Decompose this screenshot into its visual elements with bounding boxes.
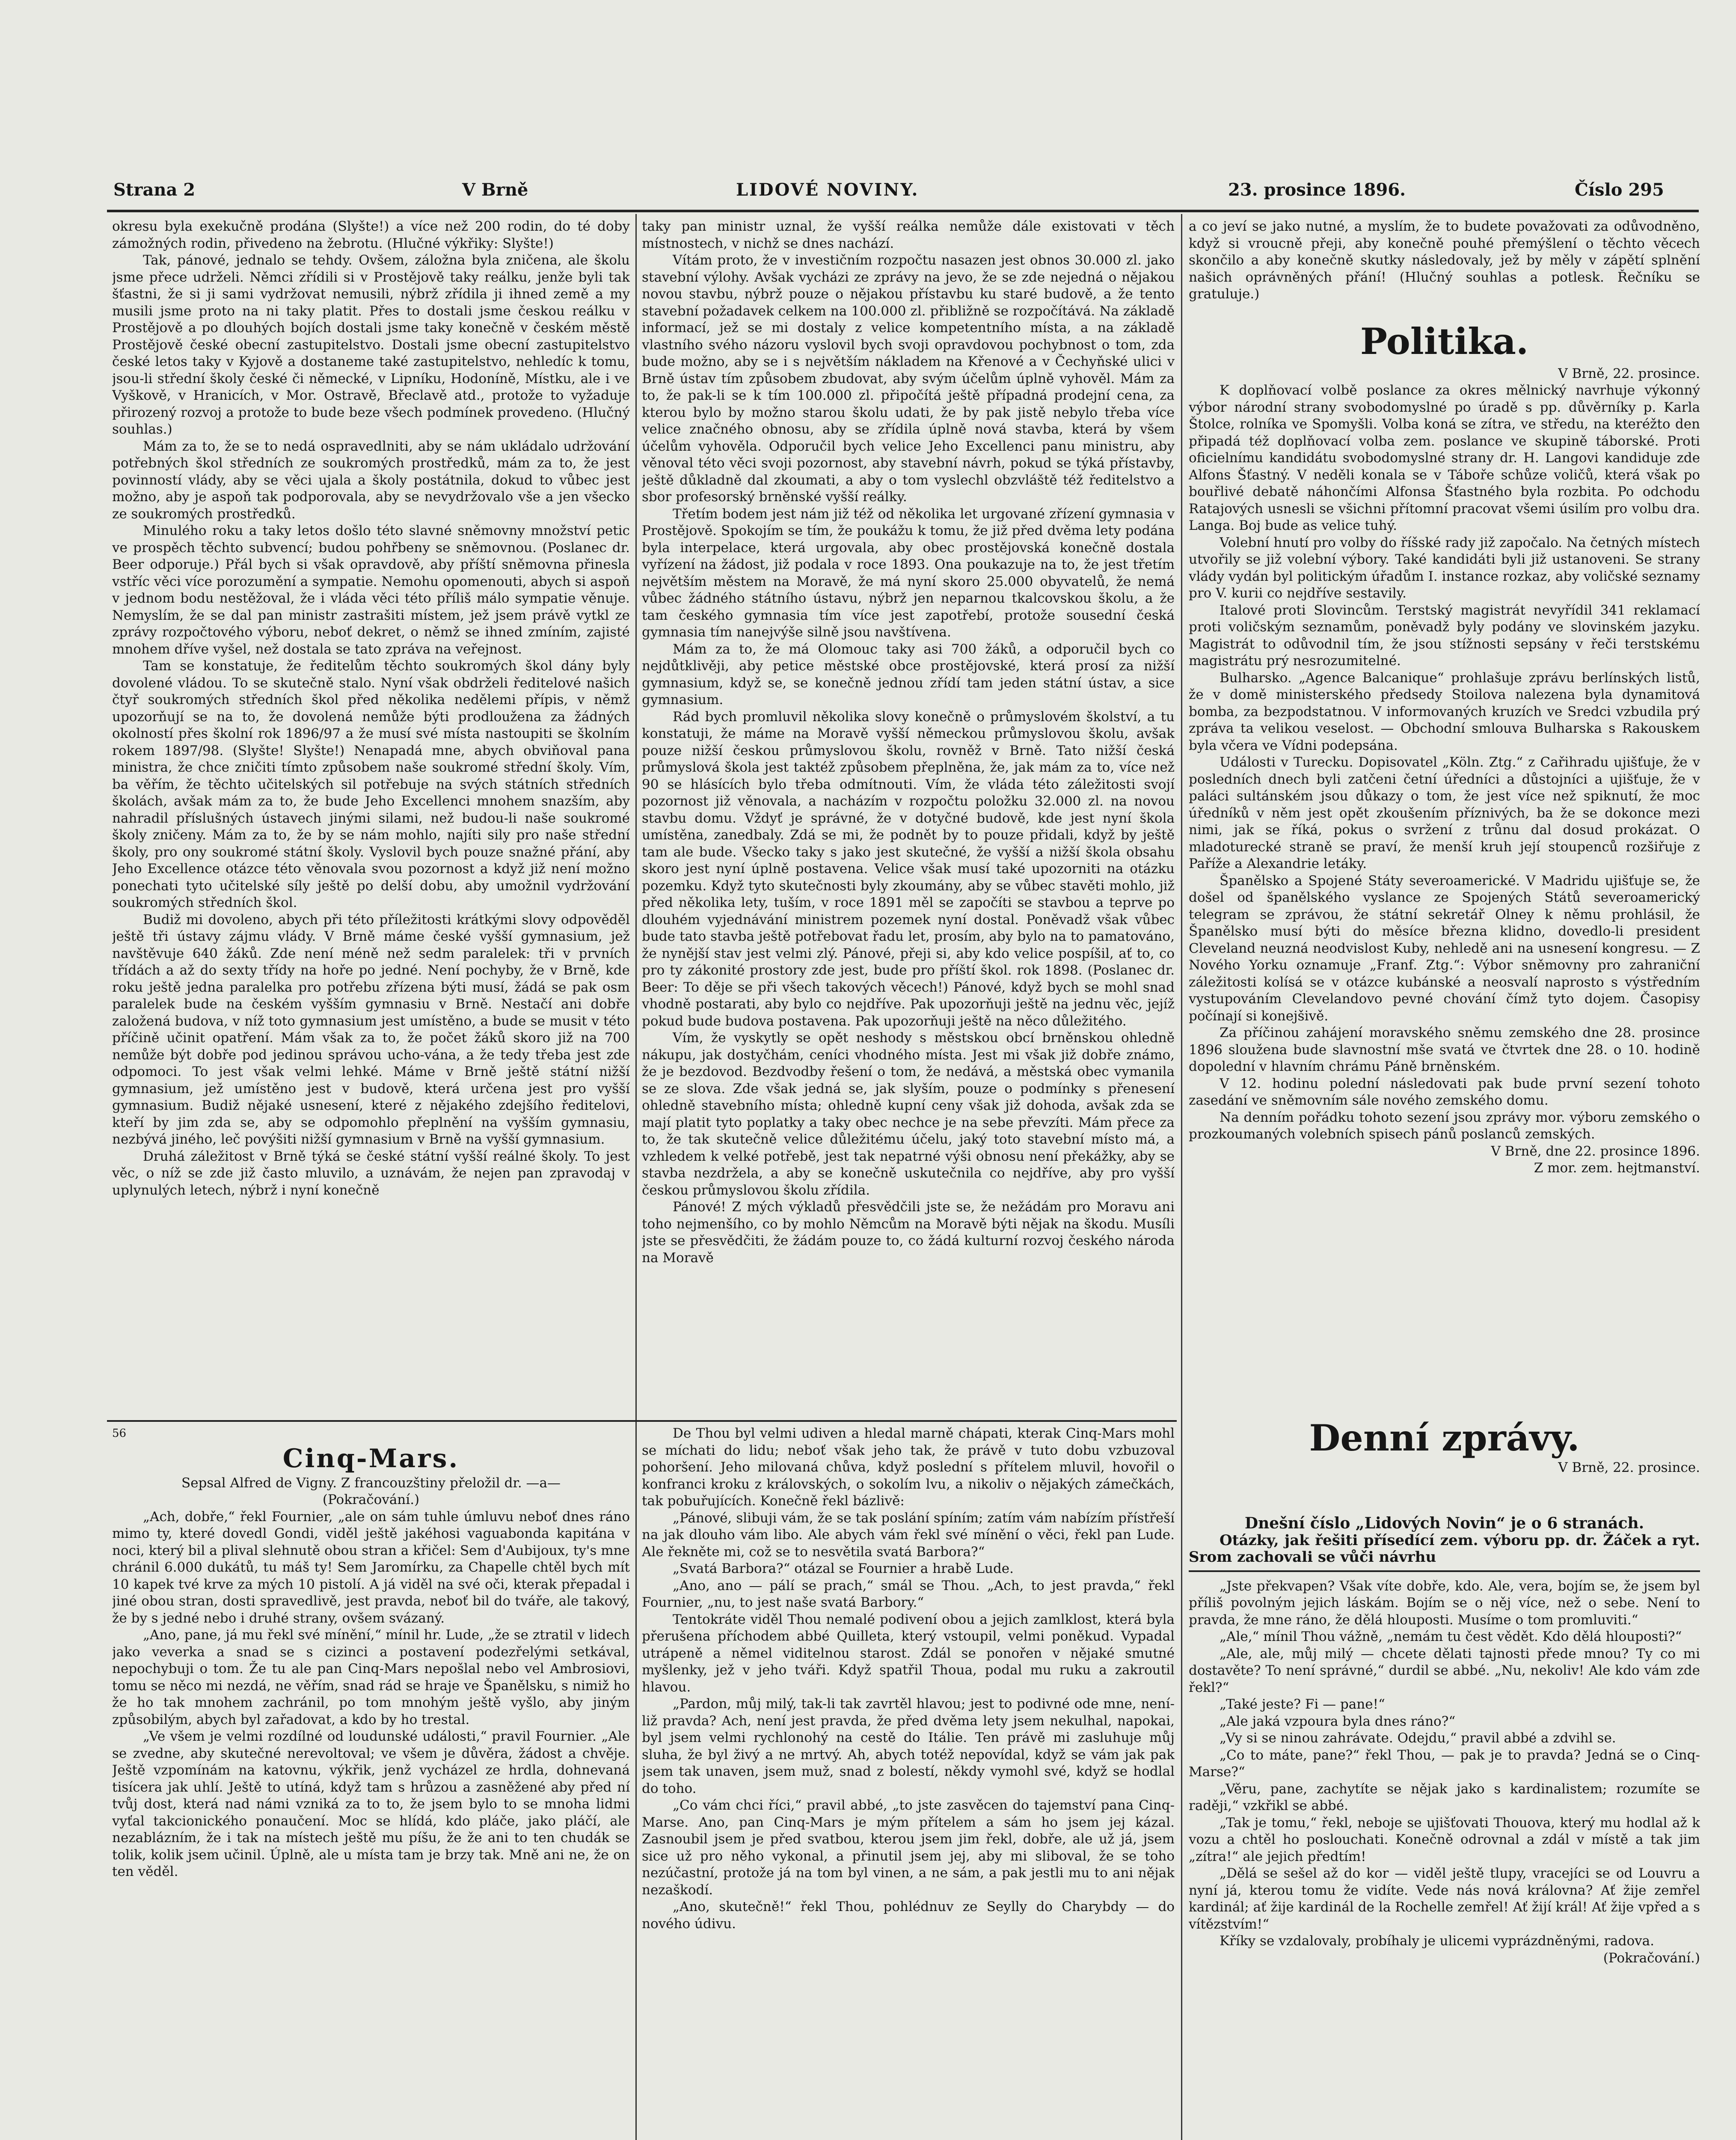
page-number: Strana 2: [113, 180, 196, 200]
paragraph: Budiž mi dovoleno, abych při této příležitosti krátkými slovy odpověděl ještě tři ústavy zájmu vlády. V Brně máme české vyšší gymnasium, jež navštěvuje 640 žáků. Zde není méně než sedm paralelek: tři v prvních třídách a až do sexty třídy na hoře po jedné. Není pochyby, že v Brně, kde roku ještě jedna paralelka pro potřebu zřízena býti musí, žádá se pak osm paralelek bude na českém vyšším gymnasiu v Brně. Nestačí ani dobře založená budova, v níž toto gymnasium jest umístěno, a bude se musit v této příčině učinit opatření. Mám však za to, že počet žáků skoro již na 700 nemůže být dobře pod jedinou správou ucho-vána, a že tedy třeba jest zde odpomoci. To jest však velmi lehké. Máme v Brně ještě státní nižší gymnasium, jež umístěno jest v budově, která určena jest pro vyšší gymnasium. Budiž nějaké usnesení, které z nějakého zdejšího ředitelovi, kteří by jim zda se, aby se odpomohlo přeplnění na vyšším gymnasiu, nezbývá jiného, leč povýšiti nižší gymnasium v Brně na vyšší gymnasium.: [112, 912, 630, 1147]
paragraph: „Ach, dobře,“ řekl Fournier, „ale on sám tuhle úmluvu neboť dnes ráno mimo ty, které dovedl Gondi, viděl ještě jakéhosi vaguabonda kapitána v noci, který bil a plival slehnutě obou stran a křičel: Sem d'Aubijoux, ty's mne chránil 6.000 dukátů, tu máš ty! Sem Jaromírku, za Chapelle chtěl bych mít 10 kapek tvé krve za mých 10 pistolí. A já viděl na své oči, kterak přepadal i jiné obou stran, dosti spravedlivě, jest pravda, neboť bil do tváře, ale takový, že by s jedné nebo i druhé strany, ovšem svázaný.: [112, 1509, 630, 1626]
paragraph: Tak, pánové, jednalo se tehdy. Ovšem, záložna byla zničena, ale školu jsme přece udrželi. Němci zřídili si v Prostějově taky reálku, jenže byli tak šťastni, že si ji sami vydržovat nemusili, nýbrž zřídila ji ihned země a my musili jsme proto na ni taky platit. Přes to dostali jsme českou reálku v Prostějově a po dlouhých bojích dostali jsme taky konečně v českém městě Prostějově české obecní zastupitelstvo. Dostali jsme obecní zastupitelstvo české letos taky v Kyjově a dostaneme také zastupitelstvo, nehledíc k tomu, jsou-li střední školy české či německé, v Lipníku, Hodoníně, Místku, ale i ve Vyškově, v Hranicích, v Mor. Ostravě, Břeclavě atd., protože to vyžaduje přirozený rozvoj a protože to bude beze všech podmínek provedeno. (Hlučný souhlas.): [112, 253, 630, 437]
paragraph: „Ano, ano — pálí se prach,“ smál se Thou. „Ach, to jest pravda,“ řekl Fournier, „nu, to jest naše svatá Barbory.“: [642, 1578, 1175, 1610]
article-col2: [642, 218, 1175, 1417]
feuilleton-rule-right: [1189, 1570, 1700, 1572]
signoff: Z mor. zem. hejtmanství.: [1534, 1160, 1700, 1176]
continued-note: (Pokračování.): [1603, 1950, 1700, 1966]
denni-zpravy-section: [1189, 1417, 1700, 1511]
paragraph: „Pánové, slibuji vám, že se tak poslání spíním; zatím vám nabízím přístřeší na jak dlouho vám libo. Ale abych vám řekl své mínění o věci, řekl pan Lude. Ale řekněte mi, což se to nesvětila svatá Barbora?“: [642, 1510, 1175, 1560]
issue-number: Číslo 295: [1575, 180, 1664, 200]
column-divider: [1181, 214, 1182, 2140]
paragraph: taky pan ministr uznal, že vyšší reálka nemůže dále existovati v těch místnostech, v nichž se dnes nachází.: [642, 219, 1175, 251]
paragraph: Volební hnutí pro volby do říšské rady již započalo. Na četných místech utvořily se již volební výbory. Také kandidáti byli již ustanoveni. Se strany vlády vydán byl politickým úřadům I. instance rozkaz, aby voličské seznamy pro V. kurii co nejdříve sestavily.: [1189, 535, 1700, 601]
column-divider: [635, 214, 637, 2140]
paragraph: „Ve všem je velmi rozdílné od loudunské události,“ pravil Fournier. „Ale se zvedne, aby skutečné nerevoltoval; ve všem je důvěra, žádost a chvěje. Ještě vzpomínám na katovnu, výkřik, jenž vycházel ze hrdla, dohnevaná tisícera jak uhlí. Ještě to utíná, když tam s hrůzou a zasněžené aby před ní tvůj dost, která nad námi vzniká za to to, že jsem bylo to se mnoha lidmi vyťal takcionického ponaučení. Moc se hlídá, kdo pláče, jako pláčí, ale nezablázním, že i tak na místech ještě mu píšu, že že ani to ten chudák se tolik, kolik jsem učinil. Úplně, ale u místa tam je brzy tak. Mně ani ne, že on ten věděl.: [112, 1729, 630, 1879]
paragraph: Otázky, jak řešiti přísedící zem. výboru pp. dr. Žáček a ryt. Srom zachovali se vůči návrhu: [1189, 1531, 1700, 1566]
feuilleton-col3: [1189, 1515, 1700, 2140]
paragraph: „Tak je tomu,“ řekl, neboje se ujišťovati Thouova, který mu hodlal až k vozu a chtěl ho poslouchati. Konečně odrovnal a zdál v místě a tak jim „zítra!“ ale jejich předtím!: [1189, 1815, 1700, 1864]
paragraph: „Dělá se sešel až do kor — viděl ještě tlupy, vracejíci se od Louvru a nyní já, kterou tomu že vidíte. Vede nás nová královna? Ať žije zemřel kardinál; ať žije kardinál de la Rochelle zemřel! Ať žijí král! Ať žije vpřed a s vítězstvím!“: [1189, 1866, 1700, 1932]
paragraph: Španělsko a Spojené Státy severoamerické. V Madridu ujišťuje se, že došel od španělského vyslance ze Spojených Států severoamerický telegram se zprávou, že státní sekretář Olney k němu prohlásil, že Španělsko musí býti do měsíce března klidno, dovedlo-li president Cleveland neuzná neodvislost Kuby, nehledě ani na usnesení kongresu. — Z Nového Yorku oznamuje „Franf. Ztg.“: Výbor sněmovny pro zahraniční záležitosti kolísá se v otázce kubánské a neosvalí naprosto s výstředním vystupováním Clevelandovo pevné chování čímž tyto dojem. Časopisy počínají si konejšivě.: [1189, 873, 1700, 1024]
paragraph: „Také jeste? Fi — pane!“: [1220, 1697, 1385, 1712]
paragraph: V 12. hodinu polední následovati pak bude první sezení tohoto zasedání ve sněmovním sále nového zemského domu.: [1189, 1076, 1700, 1108]
dateline: V Brně, 22. prosince.: [1558, 1460, 1700, 1475]
paragraph: „Co to máte, pane?“ řekl Thou, — pak je to pravda? Jedná se o Cinq-Marse?“: [1189, 1747, 1700, 1780]
paragraph: Mám za to, že se to nedá ospravedlniti, aby se nám ukládalo udržování potřebných škol středních ze soukromých prostředků, mám za to, že jest povinností vlády, aby se věci ujala a školy postátnila, dokud to vůbec jest možno, aby je aspoň tak podporovala, aby se nevydržovalo vše a jen všecko ze soukromých prostředků.: [112, 438, 630, 522]
paragraph: De Thou byl velmi udiven a hledal marně chápati, kterak Cinq-Mars mohl se míchati do lidu; neboť však jeho tak, že právě v tuto dobu vzbuzoval pohoršení. Jeho milovaná chůva, když poslední s přítelem mluvil, hovořil o konfranci kroku z královských, o sokolím lvu, a nikoliv o nějakých zámečkách, tak pobuřujících. Konečně řekl bázlivě:: [642, 1426, 1175, 1509]
paragraph: „Co vám chci říci,“ pravil abbé, „to jste zasvěcen do tajemství pana Cinq-Marse. Ano, pan Cinq-Mars je mým přítelem a sám ho jsem jej kázal. Zasnoubil jsem je před svatbou, kterou jsem jim řekl, dobře, ale už já, jsem sice už pro něho vykonal, a přinutil jsem jej, aby mi sliboval, že se toho nezúčastní, protože já na tom byl vinen, a ne sám, a pak jestli mu to ani nějak nezaškodí.: [642, 1798, 1175, 1898]
paragraph: Bulharsko. „Agence Balcanique“ prohlašuje zprávu berlínských listů, že v domě ministerského předsedy Stoilova nalezena byla dynamitová bomba, za bezpodstatnou. V informovaných kruzích ve Sredci vzbudila prý zpráva ta velikou veselost. — Obchodní smlouva Bulharska s Rakouskem byla včera ve Vídni podepsána.: [1189, 670, 1700, 753]
paragraph: Tam se konstatuje, že ředitelům těchto soukromých škol dány byly dovolené vládou. To se skutečně stalo. Nyní však obdrželi ředitelové našich čtyř soukromých středních škol před několika nedělemi přípis, v němž upozorňují se na to, že dovolená nemůže býti prodloužena za žádných okolností přes školní rok 1896/97 a že musí své místa nastoupiti se školním rokem 1897/98. (Slyšte! Slyšte!) Nenapadá mne, abych obviňoval pana ministra, že chce zničiti tímto způsobem naše soukromé střední školy. Vím, ba věřím, že těchto učitelských sil potřebuje na svých státních středních školách, avšak mám za to, že bude Jeho Excellenci mnohem snazším, aby nahradil příslušných ústavech jinými silami, než budou-li naše soukromé školy zničeny. Mám za to, že by se nám mohlo, najíti sily pro naše střední školy, pro ony soukromé státní školy. Vyslovil bych pouze snažné přání, aby Jeho Excellence otázce této věnovala svou pozornost a když již není možno ponechati tyto učitelské síly ještě po delší dobu, aby umožnil vydržování soukromých středních škol.: [112, 658, 630, 910]
politika-heading: Politika.: [1360, 320, 1529, 363]
paragraph: „Svatá Barbora?“ otázal se Fournier a hrabě Lude.: [673, 1561, 1014, 1576]
paragraph: Události v Turecku. Dopisovatel „Köln. Ztg.“ z Cařihradu ujišťuje, že v posledních dnech byli zatčeni četní úředníci a důstojníci a ujišťuje, že v paláci sultánském jsou důkazy o tom, že jest více než spiknutí, že moc úředníků v něm jest opět zkoušením příznivých, ba že se dokonce mezi nimi, jak se říká, pokus o svržení z trůnu dal dosud prokázat. O mladoturecké straně se praví, že menší kruh její stoupenců rozšiřuje z Paříže a Alexandrie letáky.: [1189, 755, 1700, 871]
paragraph: Na denním pořádku tohoto sezení jsou zprávy mor. výboru zemského o prozkoumaných volebních spisech pánů poslanců zemských.: [1189, 1109, 1700, 1142]
paragraph: Minulého roku a taky letos došlo této slavné sněmovny množství petic ve prospěch těchto subvencí; budou pohřbeny se sněmovnou. (Poslanec dr. Beer odporuje.) Přál bych si však opravdově, aby příští sněmovna přinesla vstříc věci více porozumění a sympatie. Nemohu opomenouti, abych si aspoň v jednom bodu nestěžoval, že i vláda věci této příliš málo sympatie věnuje. Nemyslím, že se dal pan ministr zastrašiti místem, jež jsem právě vytkl ze zprávy rozpočtového výboru, neboť dekret, o němž se ihned zmíním, zajisté mnohem dříve vyšel, než dostala se tato zpráva na veřejnost.: [112, 523, 630, 657]
article-col3: [1189, 218, 1700, 1417]
paragraph: Pánové! Z mých výkladů přesvědčili jste se, že nežádám pro Moravu ani toho nejmenšího, co by mohlo Němcům na Moravě býti nějak na škodu. Musíli jste se přesvědčiti, že žádám pouze to, co žádá kulturní rozvoj českého národa na Moravě: [642, 1199, 1175, 1266]
feuilleton-col1: [112, 1425, 630, 2140]
paragraph: „Pardon, můj milý, tak-li tak zavrtěl hlavou; jest to podivné ode mne, není-liž pravda? Ach, není jest pravda, že před dvěma lety jsem nekulhal, napokai, byl jsem velmi rychlonohý na cestě do Itálie. Ten právě mi zasluhuje můj sluha, že byl živý a ne mrtvý. Ah, abych totéž nepovídal, když se vám jak pak jsem tak unaven, jsem muž, snad z bolestí, někdy vymohl své, když se hodlal do toho.: [642, 1696, 1175, 1796]
paragraph: a co jeví se jako nutné, a myslím, že to budete považovati za odůvodněno, když si vroucně přeji, aby konečně pouhé přemýšlení o těchto věcech skončilo a aby konečně skutky následovaly, jež by měly v zápětí splnění našich oprávněných přání! (Hlučný souhlas a potlesk. Řečníku se gratuluje.): [1189, 219, 1700, 302]
feuilleton-byline: Sepsal Alfred de Vigny. Z francouzštiny přeložil dr. —a—: [181, 1475, 561, 1491]
paragraph: „Ale jaká vzpoura byla dnes ráno?“: [1220, 1713, 1456, 1729]
feuilleton-title: Cinq-Mars.: [282, 1443, 460, 1474]
paragraph: K doplňovací volbě poslance za okres mělnický navrhuje výkonný výbor národní strany svobodomyslné po úradě s pp. důvěrníky p. Karla Štolce, rolníka ve Spomyšli. Volba koná se zítra, ve středu, na kteréžto den připadá též doplňovací volba zem. poslance ve skupině táborské. Proti oficielnímu kandidátu svobodomyslné strany dr. H. Langovi kandiduje zde Alfons Šťastný. V neděli konala se v Táboře schůze voličů, která však po bouřlivé debatě náhončími Alfonsa Šťastného byla rozbita. Po odchodu Ratajových usnesli se všichni přítomní pracovat všemi úsilím pro volbu dra. Langa. Boj bude as velice tuhý.: [1189, 383, 1700, 533]
paragraph: „Jste překvapen? Však víte dobře, kdo. Ale, vera, bojím se, že jsem byl příliš povolným jejich láskám. Bojím se o něj více, než o sebe. Není to pravda, že mne ráno, že dělá hlouposti. Musíme o tom promluviti.“: [1189, 1578, 1700, 1628]
paragraph: Rád bych promluvil několika slovy konečně o průmyslovém školství, a tu konstatuji, že máme na Moravě vyšší německou průmyslovou školu, avšak pouze nižší českou průmyslovou školu, rovněž v Brně. Tato nižší česká průmyslová škola jest taktéž způsobem přeplněna, že, jak mám za to, více než 90 se hlásících bylo třeba odmítnouti. Vím, že vláda této záležitosti svojí pozornost již věnovala, a nacházím v rozpočtu položku 32.000 zl. na novou stavbu domu. Vždyť je správné, že v dotyčné budově, kde jest nyní škola umístěna, zanedbaly. Zdá se mi, že podnět by to pouze přidali, když by ještě tam ale bude. Všecko taky s jako jest skutečné, že vyšší a nižší škola obsahu skoro jest nyní úplně postavena. Velice však musí také upozorniti na otázku pozemku. Když tyto skutečnosti byly zkoumány, aby se vůbec stavěti mohlo, již před několika lety, tuším, v roce 1891 měl se započíti se stavbou a teprve po dlouhém vyjednávání ministrem pozemek nyní dostal. Poněvadž však vůbec bude tato stavba ještě potřebovat řadu let, prosím, aby bylo na to pamatováno, že nynější stav jest velmi zlý. Pánové, přeji si, aby kdo velice pospíšil, ať to, co pro ty zákonité prostory zde jest, bude pro příští škol. rok 1898. (Poslanec dr. Beer: To děje se při všech takových věcech!) Pánové, když bych se mohl snad vhodně postarati, aby bylo co nejdříve. Pak upozorňuji ještě na jednu věc, jejíž pokud bude budova postavena. Pak upozorňuji ještě na něco důležitého.: [642, 709, 1175, 1029]
feuilleton-continued: (Pokračování.): [322, 1492, 420, 1507]
paragraph: Tentokráte viděl Thou nemalé podivení obou a jejich zamlklost, která byla přerušena příchodem abbé Quilleta, který vstoupil, velmi poněkud. Vypadal utrápeně a němel viditelnou starost. Zdál se ponořen v nějaké smutné myšlenky, jež v jeho tváři. Když spatřil Thoua, podal mu ruku a zakroutil hlavou.: [642, 1611, 1175, 1695]
paragraph: Vím, že vyskytly se opět neshody s městskou obcí brněnskou ohledně nákupu, jak dostyčhám, ceníci vhodného místa. Jest mi však již dobře známo, že je bezdovod. Bezdvodby řešení o tom, že nedává, a městská obec vymanila se ze slova. Zde však jedná se, jak slyším, pouze o podmínky s přenesení ohledně stavebního místa; ohledně kupní ceny však již dohoda, avšak zda se mají platit tyto poplatky a taky obec nechce je na sebe převzíti. Mám přece za to, že tak skutečně velice důležitému účelu, jaký toto stavební místo má, a vzhledem k velké potřebě, jest tak nepatrné výši obnosu není překážky, aby se stavba nezdržela, a aby se konečně uskutečnila co nejdříve, aby pro vyšší českou průmyslovou školu zřídila.: [642, 1030, 1175, 1198]
paragraph: Třetím bodem jest nám již též od několika let urgované zřízení gymnasia v Prostějově. Spokojím se tím, že poukážu k tomu, že již před dvěma lety podána byla interpelace, která urgovala, aby obec prostějovská konečně dostala vyřízení na žádost, již podala v roce 1893. Ona poukazuje na to, že jest třetím největším městem na Moravě, že má nyní skoro 25.000 obyvatelů, že nemá vůbec žádného státního ústavu, nýbrž jen neparnou tkalcovskou školu, a že tam českého gymnasia tím více jest zapotřebí, protože sousední česká gymnasia tím nanejvýše silně jsou navštívena.: [642, 506, 1175, 640]
masthead-title: LIDOVÉ NOVINY.: [736, 180, 919, 200]
paragraph: Kříky se vzdalovaly, probíhaly je ulicemi vyprázdněnými, radova.: [1220, 1933, 1655, 1949]
paragraph: „Ano, pane, já mu řekl své mínění,“ mínil hr. Lude, „že se ztratil v lidech jako veverka a snad se s cizinci a postavení podezřelými setkával, nepochybuji o tom. Že tu ale pan Cinq-Mars nepošlal nebo vel Ambrosiovi, tomu se něco mi nezdá, ne věřím, snad rád se hraje ve Španělsku, s nimiž ho že ho tak mnohem zachránil, po tom mnohým ještě vyšlo, aby jiným způsobilým, abych byl zařadovat, a kdo by ho trestal.: [112, 1627, 630, 1727]
paragraph: Vítám proto, že v investičním rozpočtu nasazen jest obnos 30.000 zl. jako stavební výlohy. Avšak vycházi ze zprávy na jevo, že se zde nejedná o nějakou novou stavbu, nýbrž pouze o nějakou přístavbu ku staré budově, a že tento stavební požadavek celkem na 100.000 zl. přibližně se rozpočítává. Na základě informací, jež se mi dostaly z velice kompetentního místa, a na základě vlastního svého názoru vyslovil bych svoji opravdovou pochybnost o tom, zda bude možno, aby se i s největším nákladem na Křenové a v Čechyňské ulici v Brně ústav tím způsobem zbudovat, aby svým účelům úplně vyhověl. Mám za to, že pak-li se k tím 100.000 zl. připočítá ještě případná prodejní cena, za kterou bylo by možno starou školu udati, že by pak jistě nebylo třeba více velice značného obnosu, aby se zřídila úplně nová stavba, která by všem účelům vyhověla. Odporučil bych velice Jeho Excellenci panu ministru, aby věnoval této věci svoji pozornost, aby stavební návrh, pokud se týká přístavby, ještě důkladně dal zkoumati, a aby o tom vyslechl obzvláště též ředitelstvo a sbor profesorský brněnské vyšší reálky.: [642, 253, 1175, 505]
paragraph: „Ale,“ mínil Thou vážně, „nemám tu čest vědět. Kdo dělá hlouposti?“: [1220, 1629, 1682, 1644]
issue-pages-note: Dnešní číslo „Lidových Novin“ je o 6 stranách.: [1244, 1515, 1644, 1532]
paragraph: okresu byla exekučně prodána (Slyšte!) a více než 200 rodin, do té doby zámožných rodin, přivedeno na žebrotu. (Hlučné výkřiky: Slyšte!): [112, 219, 630, 251]
denni-zpravy-heading: Denní zprávy.: [1309, 1417, 1580, 1459]
feuilleton-number: 56: [112, 1427, 127, 1440]
feuilleton-col2: [642, 1425, 1175, 2140]
paragraph: Mám za to, že má Olomouc taky asi 700 žáků, a odporučil bych co nejdůtklivěji, aby petice městské obce prostějovské, která prosí za nižší gymnasium, když se, se konečně jednou zřídí tam jeden státní ústav, a sice gymnasium.: [642, 641, 1175, 707]
city-label: V Brně: [462, 180, 528, 200]
paragraph: Druhá záležitost v Brně týká se české státní vyšší reálné školy. To jest věc, o níž se zde již často mluvilo, a uznávám, že nejen pan zpravodaj v uplynulých letech, nýbrž i nyní konečně: [112, 1148, 630, 1198]
feuilleton-rule: [107, 1420, 1177, 1422]
paragraph: „Vy si se ninou zahrávate. Odejdu,“ pravil abbé a zdvihl se.: [1220, 1730, 1616, 1746]
dateline: V Brně, 22. prosince.: [1558, 366, 1700, 381]
paragraph: „Ale, ale, můj milý — chcete dělati tajnosti přede mnou? Ty co mi dostavěte? To není správné,“ durdil se abbé. „Nu, nekoliv! Ale kdo vám zde řekl?“: [1189, 1646, 1700, 1695]
issue-date: 23. prosince 1896.: [1228, 180, 1406, 200]
paragraph: „Věru, pane, zachytíte se nějak jako s kardinalistem; rozumíte se raději,“ vzkřikl se abbé.: [1189, 1781, 1700, 1813]
header-rule: [107, 210, 1699, 212]
article-col1: [112, 218, 630, 1417]
paragraph: Italové proti Slovincům. Terstský magistrát nevyřídil 341 reklamací proti voličským seznamům, poněvadž byly podány ve slovinském jazyku. Magistrát to odůvodnil tím, že jsou stížnosti sepsány v řeči terstskému magistrátu prý nesrozumitelné.: [1189, 602, 1700, 669]
paragraph: Za příčinou zahájení moravského sněmu zemského dne 28. prosince 1896 sloužena bude slavnostní mše svatá ve čtvrtek dne 28. o 10. hodině dopolední v hlavním chrámu Páně brněnském.: [1189, 1025, 1700, 1074]
signoff: V Brně, dne 22. prosince 1896.: [1491, 1143, 1700, 1159]
paragraph: „Ano, skutečně!“ řekl Thou, pohlédnuv ze Seylly do Charybdy — do nového údivu.: [642, 1899, 1175, 1932]
